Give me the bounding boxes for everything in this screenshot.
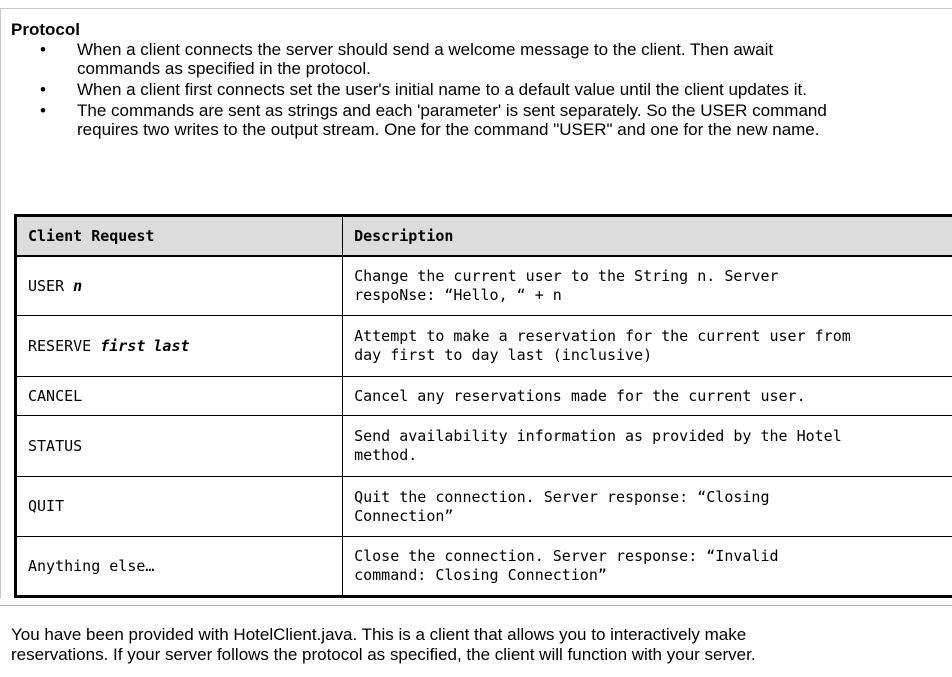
description-cell bbox=[343, 316, 952, 377]
command-name: RESERVE bbox=[28, 336, 92, 355]
description-line: Cancel any reservations made for the current user. bbox=[354, 386, 806, 405]
request-cell bbox=[16, 416, 343, 477]
table-row bbox=[16, 537, 952, 597]
table-row bbox=[16, 377, 952, 416]
description-line: method. bbox=[354, 446, 418, 464]
description-cell bbox=[343, 537, 952, 597]
section-heading: Protocol bbox=[11, 20, 80, 39]
command-name: CANCEL bbox=[28, 386, 83, 405]
request-cell bbox=[16, 316, 343, 377]
table-row bbox=[16, 316, 952, 377]
footer-line: reservations. If your server follows the protocol as specified, the client will function with your server. bbox=[11, 645, 756, 664]
section-divider bbox=[0, 605, 952, 606]
bullet-line: • The commands are sent as strings and each 'parameter' is sent separately. So the USER command bbox=[77, 101, 827, 120]
request-cell bbox=[16, 377, 343, 416]
command-name: USER bbox=[28, 276, 65, 295]
command-name: Anything else… bbox=[28, 556, 155, 575]
description-cell bbox=[343, 377, 952, 416]
description-line: respoNse: “Hello, “ + n bbox=[354, 286, 562, 304]
description-cell bbox=[343, 416, 952, 477]
description-cell bbox=[343, 256, 952, 316]
footer-line: You have been provided with HotelClient.java. This is a client that allows you to interactively make bbox=[11, 625, 747, 644]
bullet-line: requires two writes to the output stream. One for the command "USER" and one for the new name. bbox=[77, 120, 820, 139]
table-row bbox=[16, 416, 952, 477]
command-argument: last bbox=[153, 336, 190, 355]
request-cell bbox=[16, 477, 343, 537]
command-name: STATUS bbox=[28, 436, 83, 455]
table-header-row bbox=[16, 216, 952, 257]
description-line: day first to day last (inclusive) bbox=[354, 346, 653, 364]
description-line: Attempt to make a reservation for the current user from bbox=[354, 327, 851, 345]
command-argument: n bbox=[73, 276, 83, 295]
command-name: QUIT bbox=[28, 497, 65, 515]
description-line: Connection” bbox=[354, 506, 454, 525]
description-cell bbox=[343, 477, 952, 537]
column-header-client-request: Client Request bbox=[16, 216, 343, 257]
description-line: Send availability information as provided by the Hotel bbox=[354, 427, 842, 445]
protocol-bullet-list bbox=[40, 40, 952, 141]
bullet-line: • When a client first connects set the user's initial name to a default value until the client updates it. bbox=[77, 80, 807, 99]
bullet-line: commands as specified in the protocol. bbox=[77, 59, 371, 78]
request-cell bbox=[16, 256, 343, 316]
bullet-line: • When a client connects the server should send a welcome message to the client. Then await bbox=[77, 40, 774, 59]
description-line: command: Closing Connection” bbox=[354, 566, 607, 584]
description-line: Quit the connection. Server response: “Closing bbox=[354, 487, 770, 506]
description-line: Close the connection. Server response: “Invalid bbox=[354, 547, 779, 565]
table-row bbox=[16, 256, 952, 316]
protocol-table bbox=[14, 214, 952, 598]
column-header-description: Description bbox=[343, 216, 952, 257]
footer-paragraph bbox=[11, 625, 946, 665]
bullet-item bbox=[40, 101, 952, 139]
command-argument: first bbox=[100, 336, 146, 355]
bullet-item bbox=[40, 40, 952, 78]
request-cell bbox=[16, 537, 343, 597]
table-row bbox=[16, 477, 952, 537]
description-line: Change the current user to the String n. Server bbox=[354, 267, 779, 285]
bullet-item bbox=[40, 80, 952, 99]
